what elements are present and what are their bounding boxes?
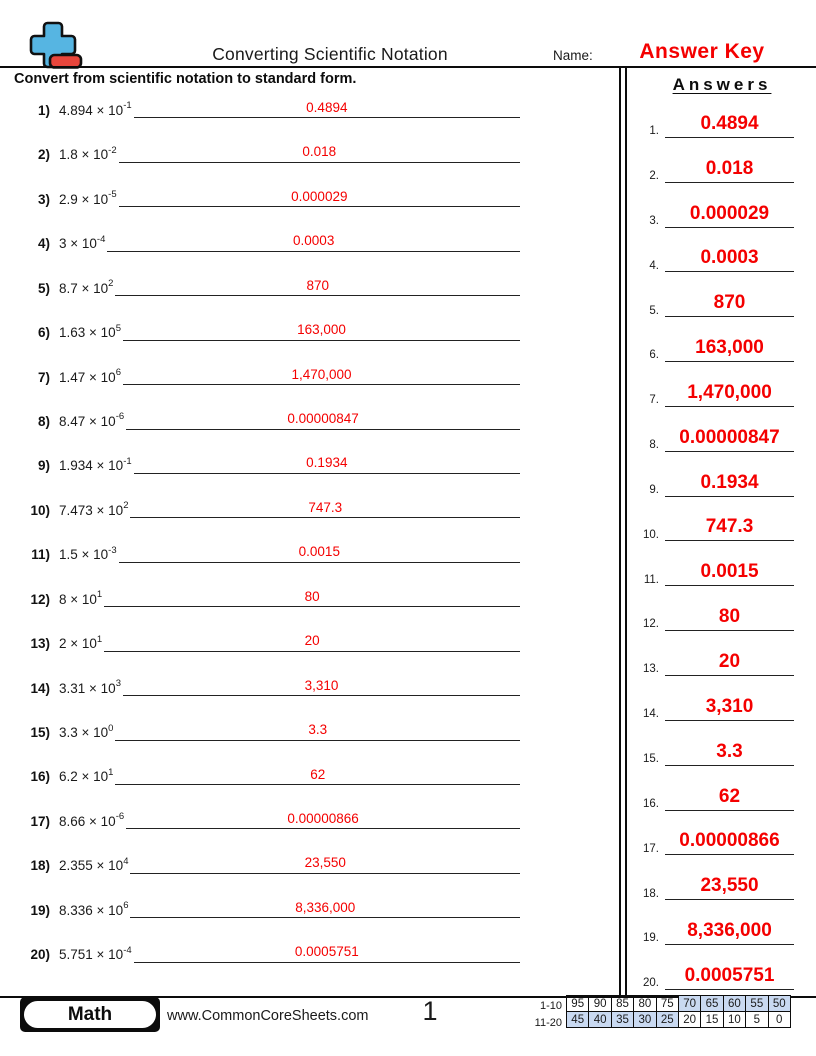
answer-blank-line — [130, 496, 520, 518]
grade-cell: 65 — [701, 996, 723, 1012]
answer-blank-line — [665, 601, 794, 631]
answer-blank-line — [665, 691, 794, 721]
answer-row — [628, 138, 816, 183]
answer-number: 15. — [643, 753, 659, 766]
answer-number: 7. — [649, 394, 659, 407]
answer-blank-line — [119, 541, 520, 563]
problem-row — [0, 74, 619, 118]
answer-number: 4. — [649, 259, 659, 272]
problem-number: 15) — [30, 725, 50, 741]
instruction-text: Convert from scientific notation to standard form. — [14, 71, 357, 87]
answer-value: 3,310 — [705, 695, 754, 717]
answer-value: 870 — [713, 292, 746, 314]
problem-exponent: 1 — [96, 589, 103, 601]
answer-value: 163,000 — [695, 337, 764, 359]
answer-number: 8. — [649, 439, 659, 452]
answer-row — [628, 183, 816, 228]
problem-row — [0, 163, 619, 207]
problem-row — [0, 118, 619, 162]
answers-list — [628, 93, 816, 990]
problem-row — [0, 341, 619, 385]
page-number: 1 — [422, 996, 438, 1026]
problem-row — [0, 874, 619, 918]
answer-row — [628, 855, 816, 900]
answer-value: 0.0005751 — [684, 964, 775, 986]
problem-expression: $6.2 \times 10^1$ — [59, 766, 114, 785]
problem-exponent: -1 — [123, 100, 132, 112]
problem-row — [0, 652, 619, 696]
grade-cell: 5 — [746, 1012, 768, 1028]
problem-number: 2) — [37, 147, 50, 163]
problem-exponent: -6 — [115, 811, 125, 823]
inline-answer-value: 0.0005751 — [294, 944, 359, 960]
answer-row — [628, 362, 816, 407]
answer-blank-line — [115, 763, 520, 785]
answer-number: 16. — [643, 797, 659, 810]
problem-row — [0, 385, 619, 429]
answer-blank-line — [665, 108, 794, 138]
subject-badge — [20, 997, 160, 1032]
answer-blank-line — [134, 941, 520, 963]
answer-blank-line — [665, 198, 794, 228]
answer-blank-line — [665, 467, 794, 497]
problem-number: 11) — [31, 547, 50, 563]
problem-number: 6) — [37, 325, 50, 341]
answer-blank-line — [115, 719, 520, 741]
answer-value: 3.3 — [716, 740, 743, 762]
answer-blank-line — [123, 319, 520, 341]
problem-number: 4) — [37, 236, 50, 252]
problem-row — [0, 829, 619, 873]
problem-row — [0, 474, 619, 518]
problem-expression: $2.355 \times 10^4$ — [59, 855, 129, 874]
problem-expression: $1.5 \times 10^{-3}$ — [59, 544, 117, 563]
answer-blank-line — [665, 736, 794, 766]
problem-number: 14) — [30, 680, 50, 696]
problem-expression: $8.66 \times 10^{-6}$ — [59, 811, 125, 829]
answer-blank-line — [115, 274, 520, 296]
answer-value: 0.00000866 — [679, 830, 780, 852]
answer-blank-line — [665, 646, 794, 676]
answer-blank-line — [665, 377, 794, 407]
answer-blank-line — [665, 422, 794, 452]
answer-row — [628, 945, 816, 990]
grade-cell: 0 — [768, 1012, 790, 1028]
answer-number: 20. — [643, 977, 659, 990]
answer-row — [628, 317, 816, 362]
answer-blank-line — [665, 870, 794, 900]
problem-number: 3) — [37, 191, 50, 207]
answer-row — [628, 766, 816, 811]
grade-cell: 90 — [589, 996, 611, 1012]
answer-value: 0.000029 — [689, 202, 770, 224]
answer-blank-line — [123, 363, 520, 385]
problem-expression: $8.336 \times 10^6$ — [59, 900, 129, 918]
problem-row — [0, 696, 619, 740]
answer-blank-line — [104, 630, 520, 652]
grade-cell: 30 — [634, 1012, 656, 1028]
answer-blank-line — [665, 915, 794, 945]
problem-number: 20) — [30, 947, 50, 963]
inline-answer-value: 0.1934 — [306, 455, 348, 471]
answers-column-divider — [619, 68, 627, 996]
answer-blank-line — [119, 185, 520, 207]
answer-number: 19. — [643, 932, 659, 945]
inline-answer-value: 163,000 — [297, 322, 346, 338]
inline-answer-value: 80 — [304, 588, 320, 604]
answer-blank-line — [107, 230, 520, 252]
grade-cell: 60 — [723, 996, 745, 1012]
answer-value: 0.1934 — [700, 471, 759, 493]
answer-row — [628, 631, 816, 676]
problem-exponent: 6 — [115, 367, 121, 379]
grade-cell: 40 — [589, 1012, 611, 1028]
answer-row — [628, 541, 816, 586]
answer-blank-line — [130, 896, 520, 918]
problem-number: 5) — [37, 280, 50, 296]
grade-row2-label: 11-20 — [534, 1016, 562, 1029]
answer-blank-line — [134, 96, 520, 118]
answer-value: 23,550 — [700, 875, 759, 897]
answer-blank-line — [126, 408, 520, 430]
grade-table-row-labels — [500, 998, 562, 1031]
grade-row1-label: 1-10 — [539, 1000, 562, 1012]
answer-number: 9. — [649, 483, 659, 496]
problem-exponent: 2 — [123, 500, 129, 512]
inline-answer-value: 0.4894 — [306, 99, 348, 115]
problem-row — [0, 252, 619, 296]
answer-value: 0.00000847 — [679, 426, 780, 448]
grade-cell: 55 — [746, 996, 768, 1012]
problem-exponent: -6 — [115, 411, 125, 423]
problem-number: 7) — [37, 369, 50, 385]
problem-row — [0, 607, 619, 651]
answer-number: 10. — [643, 528, 659, 541]
answer-blank-line — [126, 807, 520, 829]
problem-row — [0, 430, 619, 474]
grade-cell: 15 — [701, 1012, 723, 1028]
problems-list — [0, 74, 619, 963]
answer-number: 18. — [643, 887, 659, 900]
problem-expression: $5.751 \times 10^{-4}$ — [59, 944, 132, 963]
plus-minus-icon — [26, 20, 84, 70]
inline-answer-value: 0.000029 — [291, 188, 348, 204]
inline-answer-value: 1,470,000 — [291, 366, 352, 382]
problem-exponent: 5 — [115, 322, 121, 334]
answer-value: 0.4894 — [700, 112, 759, 134]
answer-row — [628, 586, 816, 631]
problem-number: 8) — [37, 413, 50, 429]
inline-answer-value: 62 — [310, 766, 326, 782]
website-text: www.CommonCoreSheets.com — [167, 1008, 369, 1024]
grade-table-row — [567, 996, 791, 1012]
answer-blank-line — [665, 960, 794, 990]
problem-exponent: 4 — [123, 855, 129, 867]
problem-exponent: 1 — [96, 633, 103, 645]
inline-answer-value: 747.3 — [308, 499, 343, 515]
grade-cell: 85 — [611, 996, 633, 1012]
inline-answer-value: 0.00000866 — [287, 810, 359, 826]
answer-blank-line — [104, 585, 520, 607]
answer-number: 1. — [649, 125, 659, 138]
answer-number: 17. — [643, 842, 659, 855]
answer-blank-line — [665, 332, 794, 362]
answer-blank-line — [665, 511, 794, 541]
problem-exponent: 0 — [108, 722, 114, 734]
problem-number: 12) — [30, 591, 50, 607]
problem-exponent: -2 — [108, 144, 117, 156]
answer-number: 11. — [643, 573, 659, 586]
answer-row — [628, 900, 816, 945]
problem-exponent: -4 — [123, 944, 132, 956]
problem-expression: $8 \times 10^1$ — [59, 589, 103, 607]
problem-number: 13) — [30, 636, 50, 652]
subject-badge-label: Math — [24, 1001, 156, 1028]
answer-row — [628, 93, 816, 138]
problem-exponent: -5 — [108, 189, 117, 201]
problem-expression: $2 \times 10^1$ — [59, 633, 103, 652]
problem-row — [0, 563, 619, 607]
answer-value: 0.0015 — [700, 561, 759, 583]
answer-value: 62 — [718, 785, 741, 807]
answer-number: 12. — [643, 618, 659, 631]
problem-row — [0, 785, 619, 829]
problem-number: 16) — [30, 769, 50, 785]
answer-blank-line — [665, 287, 794, 317]
answer-blank-line — [665, 781, 794, 811]
grade-cell: 45 — [567, 1012, 589, 1028]
answers-title: Answers — [672, 75, 772, 94]
inline-answer-value: 20 — [304, 633, 320, 649]
grade-cell: 95 — [567, 996, 589, 1012]
answer-value: 8,336,000 — [687, 920, 772, 942]
problem-expression: $8.7 \times 10^2$ — [59, 278, 114, 296]
answer-row — [628, 497, 816, 542]
grade-cell: 70 — [678, 996, 700, 1012]
answer-blank-line — [665, 825, 794, 855]
problem-number: 19) — [30, 902, 50, 918]
problem-row — [0, 207, 619, 251]
problem-number: 10) — [30, 502, 50, 518]
name-label: Name: — [553, 48, 593, 63]
inline-answer-value: 0.00000847 — [287, 411, 359, 426]
problem-exponent: 3 — [115, 678, 121, 690]
answer-row — [628, 407, 816, 452]
problem-exponent: 1 — [108, 766, 114, 778]
problem-number: 17) — [30, 813, 50, 829]
problem-exponent: -4 — [96, 233, 106, 245]
inline-answer-value: 0.018 — [302, 144, 337, 160]
grade-cell: 75 — [656, 996, 678, 1012]
grade-cell: 25 — [656, 1012, 678, 1028]
answers-panel — [628, 68, 816, 990]
inline-answer-value: 3,310 — [304, 677, 339, 693]
inline-answer-value: 0.0015 — [298, 544, 340, 560]
answer-number: 6. — [649, 349, 659, 362]
problem-expression: $3.3 \times 10^0$ — [59, 722, 114, 741]
problem-exponent: -1 — [123, 455, 132, 467]
answer-row — [628, 228, 816, 273]
problem-number: 18) — [30, 858, 50, 874]
problem-row — [0, 296, 619, 340]
problem-expression: $1.8 \times 10^{-2}$ — [59, 144, 117, 163]
grading-table — [566, 995, 791, 1028]
problem-expression: $1.63 \times 10^5$ — [59, 322, 121, 341]
grade-cell: 35 — [611, 1012, 633, 1028]
problem-row — [0, 741, 619, 785]
answer-blank-line — [119, 141, 520, 163]
problem-exponent: 2 — [108, 278, 114, 290]
grade-cell: 20 — [678, 1012, 700, 1028]
answer-row — [628, 452, 816, 497]
answer-number: 13. — [643, 663, 659, 676]
answer-blank-line — [134, 452, 520, 474]
answer-row — [628, 676, 816, 721]
inline-answer-value: 3.3 — [308, 722, 328, 738]
grade-cell: 10 — [723, 1012, 745, 1028]
answer-value: 20 — [718, 650, 741, 672]
answer-blank-line — [665, 242, 794, 272]
answer-number: 5. — [649, 304, 659, 317]
answer-row — [628, 272, 816, 317]
inline-answer-value: 8,336,000 — [295, 899, 356, 915]
answer-value: 0.0003 — [700, 247, 759, 269]
problem-number: 1) — [37, 102, 50, 118]
page-title: Converting Scientific Notation — [212, 44, 448, 64]
answer-number: 2. — [649, 170, 659, 183]
answer-row — [628, 721, 816, 766]
answer-blank-line — [665, 153, 794, 183]
problem-expression: $1.47 \times 10^6$ — [59, 367, 121, 385]
inline-answer-value: 23,550 — [304, 855, 346, 871]
answer-blank-line — [123, 674, 520, 696]
problem-expression: $7.473 \times 10^2$ — [59, 500, 129, 518]
inline-answer-value: 0.0003 — [293, 233, 335, 249]
answer-number: 14. — [643, 708, 659, 721]
answer-value: 80 — [718, 606, 741, 628]
grade-table-row — [567, 1012, 791, 1028]
problem-expression: $3.31 \times 10^3$ — [59, 678, 121, 696]
grade-cell: 80 — [634, 996, 656, 1012]
inline-answer-value: 870 — [306, 277, 329, 293]
problem-expression: $8.47 \times 10^{-6}$ — [59, 411, 125, 429]
problem-expression: $2.9 \times 10^{-5}$ — [59, 189, 117, 207]
problem-expression: $4.894 \times 10^{-1}$ — [59, 100, 132, 118]
problem-row — [0, 518, 619, 562]
problem-row — [0, 918, 619, 962]
answer-blank-line — [130, 852, 520, 874]
problem-expression: $3 \times 10^{-4}$ — [59, 233, 106, 252]
problem-expression: $1.934 \times 10^{-1}$ — [59, 455, 132, 474]
problem-exponent: 6 — [123, 900, 129, 912]
answer-value: 747.3 — [705, 516, 754, 538]
problem-exponent: -3 — [108, 544, 117, 556]
answer-value: 0.018 — [705, 157, 754, 179]
answer-number: 3. — [649, 214, 659, 227]
answer-key-text: Answer Key — [639, 40, 765, 63]
answer-row — [628, 811, 816, 856]
answer-blank-line — [665, 556, 794, 586]
grade-cell: 50 — [768, 996, 790, 1012]
answer-value: 1,470,000 — [687, 381, 772, 403]
problem-number: 9) — [37, 458, 50, 474]
